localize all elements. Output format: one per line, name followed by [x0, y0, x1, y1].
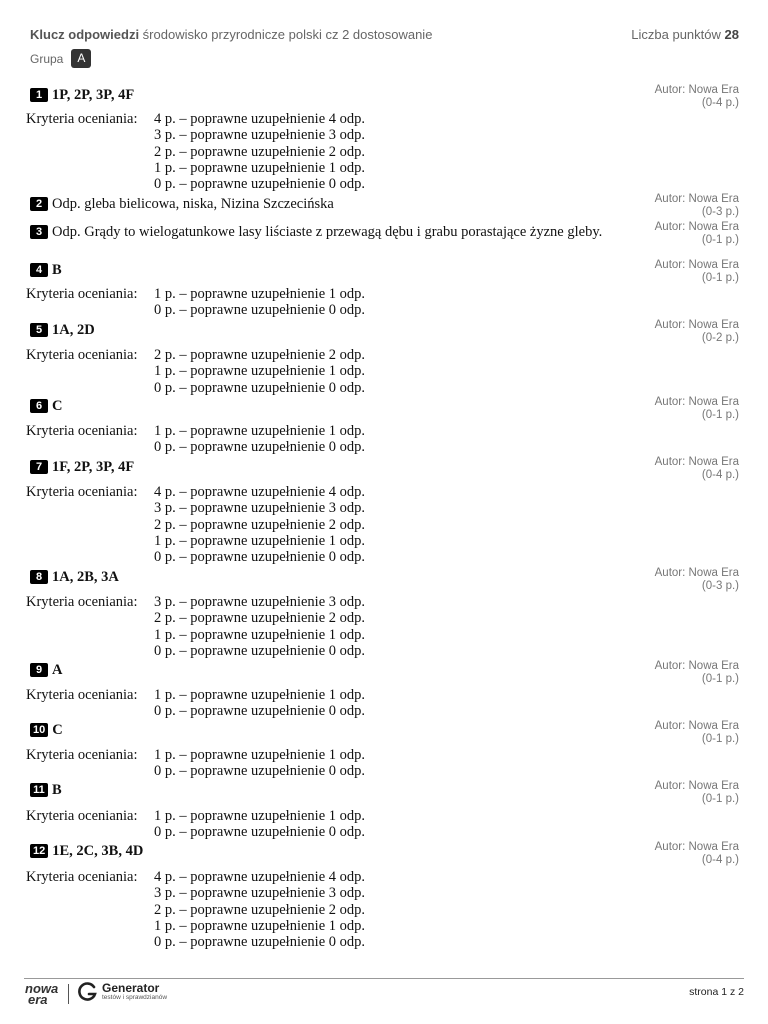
points-range: (0-3 p.) [701, 205, 739, 218]
criteria-line: 0 p. – poprawne uzupełnienie 0 odp. [154, 824, 366, 841]
question-number: 5 [30, 323, 48, 337]
question-number: 12 [30, 844, 48, 858]
criteria-line: 0 p. – poprawne uzupełnienie 0 odp. [154, 642, 366, 659]
points-range: (0-1 p.) [701, 271, 739, 284]
author-info [655, 396, 739, 421]
author-info [655, 780, 739, 805]
author-info [655, 193, 739, 218]
points-label: Liczba punktów [631, 27, 721, 42]
criteria-line: 2 p. – poprawne uzupełnienie 2 odp. [154, 143, 366, 160]
author-info [655, 259, 739, 284]
points-range: (0-1 p.) [701, 408, 739, 421]
generator-g-icon [78, 982, 98, 1002]
group-indicator [30, 49, 91, 68]
author-name: Autor: Nowa Era [654, 84, 739, 96]
question-4 [30, 262, 62, 278]
criteria-line: 2 p. – poprawne uzupełnienie 2 odp. [154, 516, 366, 533]
question-number: 4 [30, 263, 48, 277]
question-number: 1 [30, 88, 48, 102]
author-name: Autor: Nowa Era [654, 396, 739, 408]
total-points [631, 27, 739, 42]
author-name: Autor: Nowa Era [654, 259, 739, 271]
criteria-label: Kryteria oceniania: [26, 869, 138, 885]
question-7 [30, 459, 134, 475]
criteria-line: 3 p. – poprawne uzupełnienie 3 odp. [154, 127, 366, 144]
points-range: (0-3 p.) [701, 579, 739, 592]
points-range: (0-4 p.) [701, 853, 739, 866]
group-label: Grupa [30, 51, 64, 66]
document-title [30, 27, 432, 42]
question-number: 10 [30, 723, 48, 737]
author-name: Autor: Nowa Era [654, 841, 739, 853]
question-12 [30, 843, 143, 859]
author-info [655, 660, 739, 685]
points-range: (0-4 p.) [701, 96, 739, 109]
criteria-line: 1 p. – poprawne uzupełnienie 1 odp. [154, 687, 366, 703]
answer: B [52, 782, 62, 798]
criteria-line: 1 p. – poprawne uzupełnienie 1 odp. [154, 363, 366, 380]
author-info [655, 319, 739, 344]
footer-divider [24, 978, 744, 979]
group-badge: A [71, 49, 91, 68]
criteria-line: 1 p. – poprawne uzupełnienie 1 odp. [154, 626, 366, 643]
author-name: Autor: Nowa Era [654, 319, 739, 331]
author-info [655, 456, 739, 481]
criteria-line: 0 p. – poprawne uzupełnienie 0 odp. [154, 703, 366, 720]
question-number: 11 [30, 783, 48, 797]
question-number: 3 [30, 225, 48, 239]
criteria-line: 4 p. – poprawne uzupełnienie 4 odp. [154, 484, 366, 500]
criteria-label: Kryteria oceniania: [26, 687, 138, 703]
criteria-line: 4 p. – poprawne uzupełnienie 4 odp. [154, 111, 366, 127]
question-5 [30, 322, 95, 338]
criteria-line: 4 p. – poprawne uzupełnienie 4 odp. [154, 869, 366, 885]
points-range: (0-1 p.) [701, 792, 739, 805]
points-range: (0-1 p.) [701, 732, 739, 745]
criteria-line: 1 p. – poprawne uzupełnienie 1 odp. [154, 286, 366, 302]
points-value: 28 [724, 27, 739, 42]
criteria-label: Kryteria oceniania: [26, 423, 138, 439]
question-8 [30, 569, 119, 585]
generator-logo [78, 982, 167, 1002]
title-rest: środowisko przyrodnicze polski cz 2 dostosowanie [139, 27, 433, 42]
question-2 [30, 196, 334, 212]
criteria-label: Kryteria oceniania: [26, 747, 138, 763]
points-range: (0-1 p.) [701, 233, 739, 246]
answer: B [52, 262, 62, 278]
criteria-line: 1 p. – poprawne uzupełnienie 1 odp. [154, 808, 366, 824]
author-name: Autor: Nowa Era [654, 456, 739, 468]
answer: C [52, 722, 63, 738]
question-10 [30, 722, 63, 738]
criteria-line: 2 p. – poprawne uzupełnienie 2 odp. [154, 901, 366, 918]
criteria-label: Kryteria oceniania: [26, 347, 138, 363]
criteria-line: 3 p. – poprawne uzupełnienie 3 odp. [154, 594, 366, 610]
page-number: strona 1 z 2 [689, 986, 744, 998]
answer: Odp. Grądy to wielogatunkowe lasy liściaste z przewagą dębu i grabu porastające żyzne gleby. [52, 224, 603, 240]
criteria-line: 0 p. – poprawne uzupełnienie 0 odp. [154, 934, 366, 951]
generator-subtitle: testów i sprawdzianów [102, 994, 168, 1001]
criteria-line: 3 p. – poprawne uzupełnienie 3 odp. [154, 885, 366, 902]
criteria-line: 2 p. – poprawne uzupełnienie 2 odp. [154, 610, 366, 627]
criteria-line: 0 p. – poprawne uzupełnienie 0 odp. [154, 549, 366, 566]
generator-title: Generator [102, 981, 160, 995]
author-name: Autor: Nowa Era [654, 221, 739, 233]
answer: 1E, 2C, 3B, 4D [52, 843, 144, 859]
criteria-line: 1 p. – poprawne uzupełnienie 1 odp. [154, 159, 366, 176]
criteria-label: Kryteria oceniania: [26, 111, 138, 127]
criteria-line: 0 p. – poprawne uzupełnienie 0 odp. [154, 439, 366, 456]
nowa-era-logo [25, 983, 58, 1005]
author-info [655, 567, 739, 592]
criteria-label: Kryteria oceniania: [26, 484, 138, 500]
question-number: 9 [30, 663, 48, 677]
question-1 [30, 87, 134, 103]
question-number: 7 [30, 460, 48, 474]
criteria-line: 1 p. – poprawne uzupełnienie 1 odp. [154, 532, 366, 549]
points-range: (0-2 p.) [701, 331, 739, 344]
author-info [655, 221, 739, 246]
criteria-label: Kryteria oceniania: [26, 286, 138, 302]
answer: 1F, 2P, 3P, 4F [52, 459, 135, 475]
criteria-line: 0 p. – poprawne uzupełnienie 0 odp. [154, 302, 366, 319]
answer: A [52, 662, 63, 678]
author-name: Autor: Nowa Era [654, 193, 739, 205]
author-info [655, 84, 739, 109]
criteria-label: Kryteria oceniania: [26, 808, 138, 824]
answer: 1A, 2B, 3A [52, 569, 119, 585]
criteria-line: 1 p. – poprawne uzupełnienie 1 odp. [154, 423, 366, 439]
criteria-line: 3 p. – poprawne uzupełnienie 3 odp. [154, 500, 366, 517]
question-number: 2 [30, 197, 48, 211]
author-name: Autor: Nowa Era [654, 720, 739, 732]
criteria-label: Kryteria oceniania: [26, 594, 138, 610]
author-name: Autor: Nowa Era [654, 780, 739, 792]
question-number: 6 [30, 399, 48, 413]
logo-era-text: era [28, 992, 48, 1007]
criteria-line: 1 p. – poprawne uzupełnienie 1 odp. [154, 917, 366, 934]
logo-nowa-text: nowa [25, 981, 59, 996]
criteria-line: 1 p. – poprawne uzupełnienie 1 odp. [154, 747, 366, 763]
question-3 [30, 223, 626, 241]
answer: 1P, 2P, 3P, 4F [52, 87, 135, 103]
author-name: Autor: Nowa Era [654, 660, 739, 672]
question-9 [30, 662, 62, 678]
criteria-line: 2 p. – poprawne uzupełnienie 2 odp. [154, 347, 366, 363]
points-range: (0-1 p.) [701, 672, 739, 685]
logo-separator [68, 984, 69, 1004]
criteria-line: 0 p. – poprawne uzupełnienie 0 odp. [154, 379, 366, 396]
answer: C [52, 398, 63, 414]
author-info [655, 841, 739, 866]
title-bold: Klucz odpowiedzi [30, 27, 140, 42]
question-number: 8 [30, 570, 48, 584]
answer: Odp. gleba bielicowa, niska, Nizina Szczecińska [52, 196, 334, 212]
question-11 [30, 782, 62, 798]
author-name: Autor: Nowa Era [654, 567, 739, 579]
points-range: (0-4 p.) [701, 468, 739, 481]
answer: 1A, 2D [52, 322, 95, 338]
criteria-line: 0 p. – poprawne uzupełnienie 0 odp. [154, 763, 366, 780]
author-info [655, 720, 739, 745]
question-6 [30, 398, 62, 414]
criteria-line: 0 p. – poprawne uzupełnienie 0 odp. [154, 176, 366, 193]
